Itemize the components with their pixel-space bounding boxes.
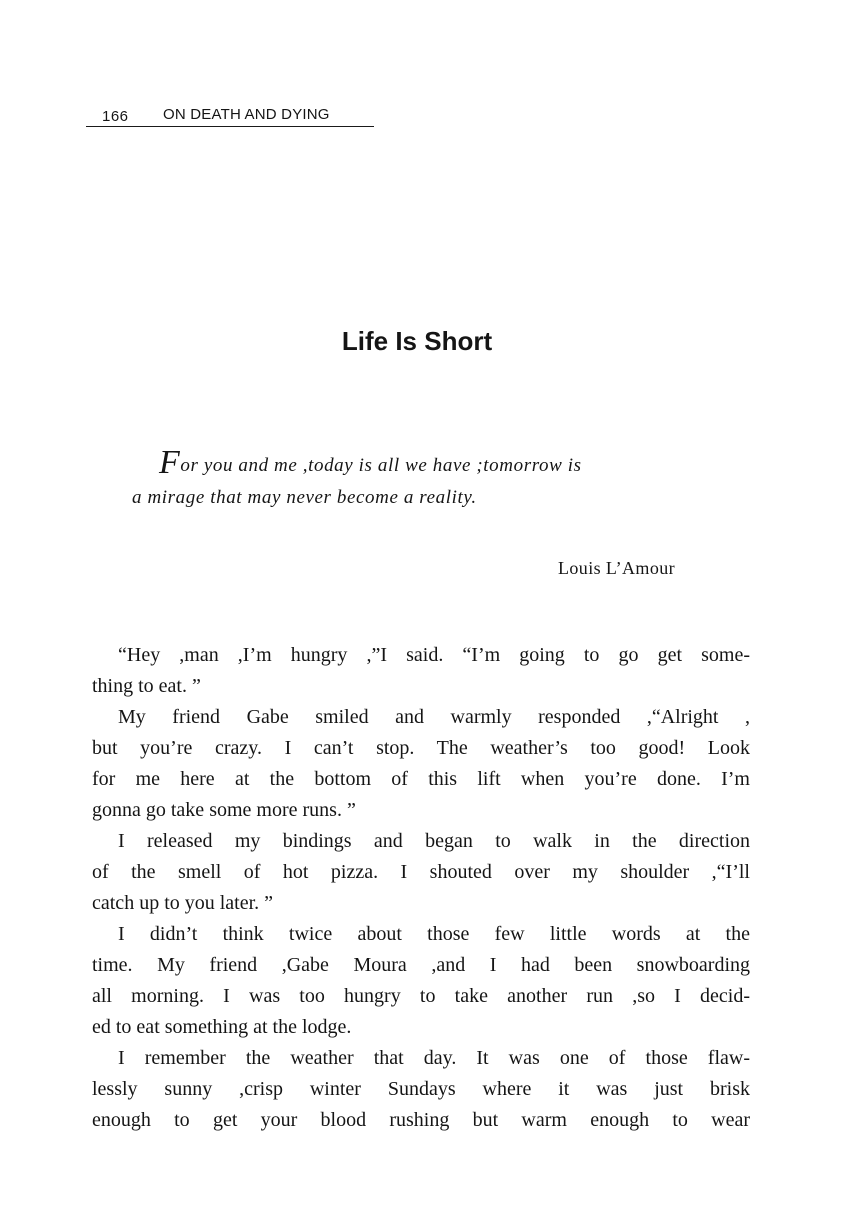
epigraph-line-1-text: or you and me ,today is all we have ;tomorrow is — [180, 455, 582, 476]
book-title: ON DEATH AND DYING — [163, 106, 330, 123]
body-line: thing to eat. ” — [92, 675, 201, 697]
running-head — [86, 106, 376, 128]
body-line: for me here at the bottom of this lift when you’re done. I’m — [92, 768, 750, 790]
body-line: “Hey ,man ,I’m hungry ,”I said. “I’m going to go get some- — [118, 644, 750, 666]
epigraph — [132, 444, 712, 514]
chapter-title: Life Is Short — [341, 326, 493, 356]
page-number: 166 — [102, 108, 129, 125]
body-line: of the smell of hot pizza. I shouted over my shoulder ,“I’ll — [92, 861, 750, 883]
body-line: I remember the weather that day. It was one of those flaw- — [118, 1047, 750, 1069]
body-line: gonna go take some more runs. ” — [92, 799, 356, 821]
body-line: time. My friend ,Gabe Moura ,and I had been snowboarding — [92, 954, 750, 976]
epigraph-drop-letter: F — [159, 444, 181, 481]
epigraph-line-2: a mirage that may never become a reality. — [132, 487, 477, 508]
epigraph-line-1 — [132, 444, 712, 482]
body-line: I released my bindings and began to walk in the direction — [118, 830, 750, 852]
body-line: but you’re crazy. I can’t stop. The weather’s too good! Look — [92, 737, 750, 759]
body-line: catch up to you later. ” — [92, 892, 274, 914]
epigraph-attribution: Louis L’Amour — [558, 558, 676, 578]
body-line: I didn’t think twice about those few little words at the — [118, 923, 750, 945]
body-line: ed to eat something at the lodge. — [92, 1016, 352, 1038]
body-line: all morning. I was too hungry to take another run ,so I decid- — [92, 985, 750, 1007]
body-text — [92, 640, 750, 1136]
body-line: enough to get your blood rushing but warm enough to wear — [92, 1109, 750, 1131]
body-line: lessly sunny ,crisp winter Sundays where it was just brisk — [92, 1078, 750, 1100]
body-line: My friend Gabe smiled and warmly responded ,“Alright , — [118, 706, 750, 728]
header-rule — [86, 126, 374, 127]
